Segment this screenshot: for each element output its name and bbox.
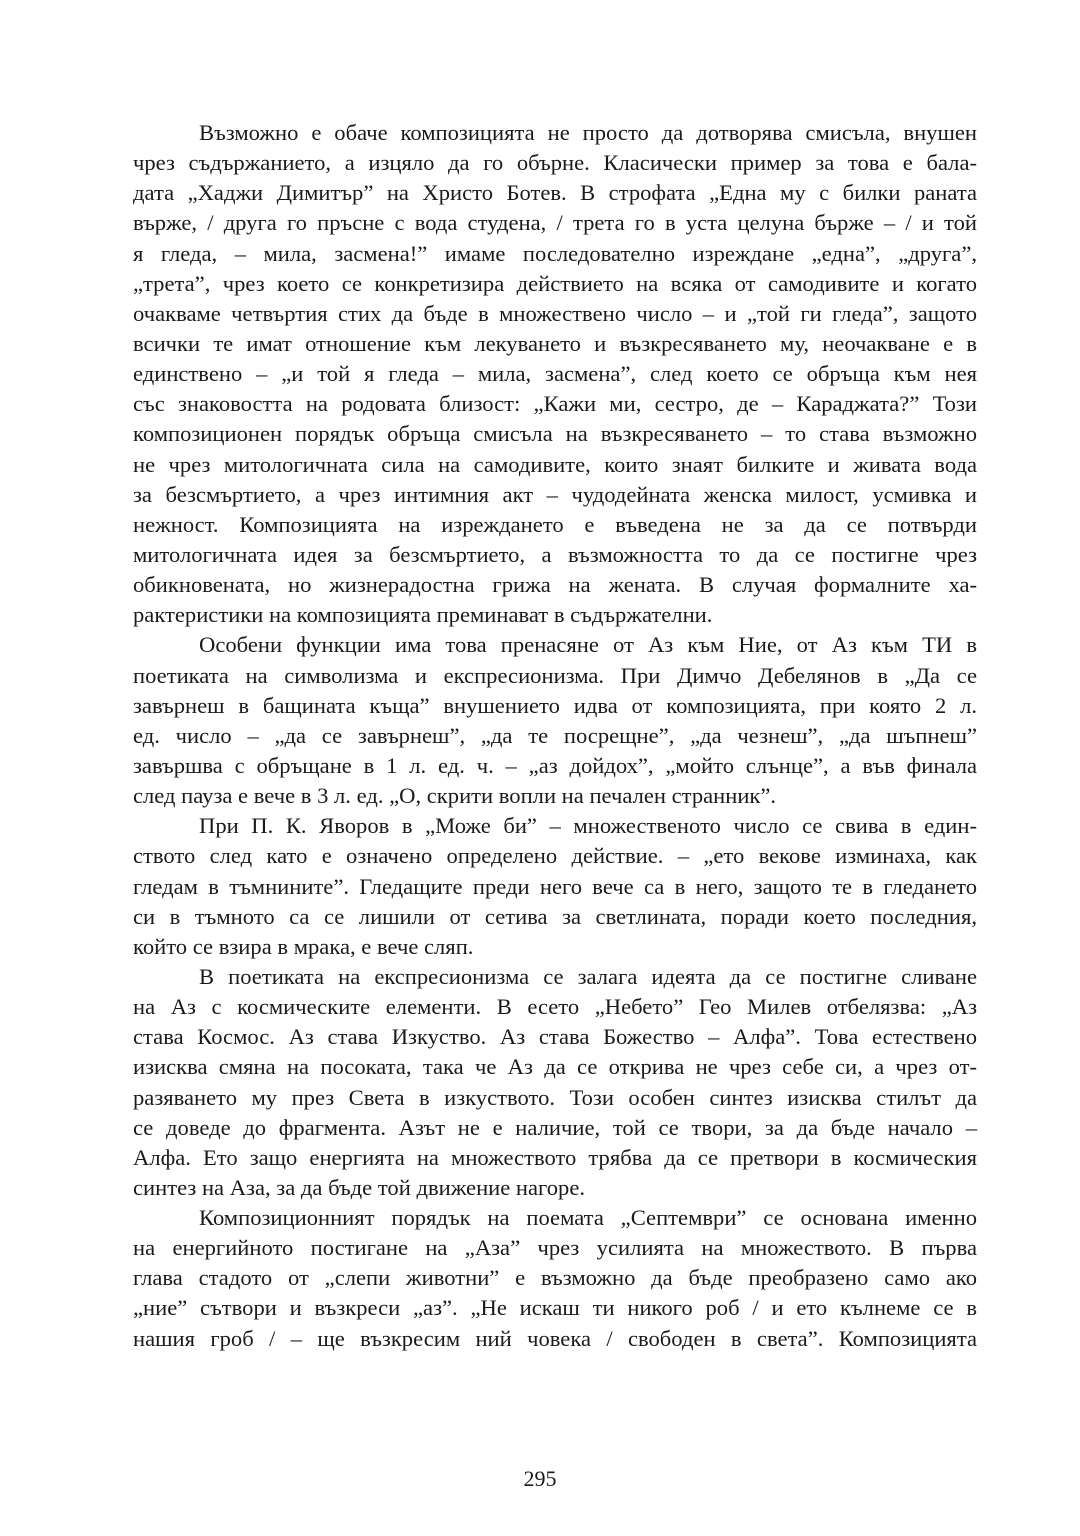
- paragraph: [133, 118, 977, 630]
- text-line: след пауза е вече в 3 л. ед. „О, скрити вопли на печален странник”.: [133, 783, 777, 809]
- text-line: нашия гроб / – ще възкресим ний човека / свободен в света”. Композицията: [133, 1325, 977, 1351]
- text-line: Композиционният порядък на поемата „Септември” се основана именно: [199, 1205, 977, 1231]
- page-number: 295: [523, 1466, 557, 1491]
- text-line: синтез на Аза, за да бъде той движение нагоре.: [133, 1174, 586, 1200]
- text-line: Алфа. Ето защо енергията на множеството трябва да се претвори в космическия: [133, 1144, 977, 1170]
- text-line: Особени функции има това пренасяне от Аз към Ние, от Аз към ТИ в: [199, 632, 977, 658]
- paragraph: [133, 962, 977, 1203]
- text-line: не чрез митологичната сила на самодивите, които знаят билките и живата вода: [133, 451, 977, 477]
- paragraph: [133, 811, 977, 962]
- text-line: изисква смяна на посоката, така че Аз да се открива не чрез себе си, а чрез от-: [133, 1054, 977, 1080]
- text-line: си в тъмното са се лишили от сетива за светлината, поради което последния,: [133, 903, 977, 929]
- text-line: на енергийното постигане на „Аза” чрез усилията на множеството. В първа: [133, 1235, 977, 1261]
- body-text: [133, 118, 977, 1354]
- text-line: очакваме четвъртия стих да бъде в множествено число – и „той ги гледа”, защото: [133, 300, 977, 326]
- text-line: завърнеш в бащината къща” внушението идва от композицията, при която 2 л.: [133, 692, 977, 718]
- text-line: „трета”, чрез което се конкретизира действието на всяка от самодивите и когато: [133, 270, 977, 296]
- text-line: на Аз с космическите елементи. В есето „Небето” Гео Милев отбелязва: „Аз: [133, 994, 977, 1020]
- text-line: дата „Хаджи Димитър” на Христо Ботев. В строфата „Една му с билки раната: [133, 180, 977, 206]
- text-line: ед. число – „да се завърнеш”, „да те посрещне”, „да чезнеш”, „да шъпнеш”: [133, 722, 977, 748]
- text-line: В поетиката на експресионизма се залага идеята да се постигне сливане: [199, 963, 977, 989]
- text-line: нежност. Композицията на изреждането е въведена не за да се потвърди: [133, 511, 977, 537]
- text-line: обикновената, но жизнерадостна грижа на жената. В случая формалните ха-: [133, 572, 977, 598]
- text-line: чрез съдържанието, а изцяло да го обърне. Класически пример за това е бала-: [133, 150, 977, 176]
- text-line: върже, / друга го пръсне с вода студена, / трета го в уста целуна бърже – / и той: [133, 210, 977, 236]
- text-line: поетиката на символизма и експресионизма. При Димчо Дебелянов в „Да се: [133, 662, 977, 688]
- text-line: рактеристики на композицията преминават в съдържателни.: [133, 602, 713, 628]
- text-line: Възможно е обаче композицията не просто да дотворява смисъла, внушен: [199, 120, 977, 145]
- text-line: става Космос. Аз става Изкуство. Аз става Божество – Алфа”. Това естествено: [133, 1024, 977, 1050]
- paragraph: [133, 630, 977, 811]
- text-line: за безсмъртието, а чрез интимния акт – чудодейната женска милост, усмивка и: [133, 481, 977, 507]
- text-line: който се взира в мрака, е вече сляп.: [133, 933, 474, 959]
- text-line: При П. К. Яворов в „Може би” – множественото число се свива в един-: [199, 813, 977, 839]
- text-line: всички те имат отношение към лекуването и възкресяването му, неочакване е в: [133, 330, 977, 356]
- text-line: със знаковостта на родовата близост: „Кажи ми, сестро, де – Караджата?” Този: [133, 391, 977, 417]
- text-line: се доведе до фрагмента. Азът не е наличие, той се твори, за да бъде начало –: [133, 1114, 977, 1140]
- text-line: гледам в тъмнините”. Гледащите преди него вече са в него, защото те в гледането: [133, 873, 977, 899]
- text-line: разяването му през Света в изкуството. Този особен синтез изисква стилът да: [133, 1084, 977, 1110]
- text-line: единствено – „и той я гледа – мила, засмена”, след което се обръща към нея: [133, 361, 977, 387]
- paragraph: [133, 1203, 977, 1354]
- text-line: композиционен порядък обръща смисъла на възкресяването – то става възможно: [133, 421, 977, 447]
- text-line: я гледа, – мила, засмена!” имаме последователно изреждане „една”, „друга”,: [133, 240, 977, 266]
- text-line: ството след като е означено определено действие. – „ето векове изминаха, как: [133, 843, 977, 869]
- text-line: митологичната идея за безсмъртието, а възможността то да се постигне чрез: [133, 541, 977, 567]
- text-line: завършва с обръщане в 1 л. ед. ч. – „аз дойдох”, „мойто слънце”, а във финала: [133, 752, 977, 778]
- text-line: „ние” сътвори и възкреси „аз”. „Не искаш ти никого роб / и ето кълнеме се в: [133, 1295, 977, 1321]
- text-line: глава стадото от „слепи животни” е възможно да бъде преобразено само ако: [133, 1265, 977, 1291]
